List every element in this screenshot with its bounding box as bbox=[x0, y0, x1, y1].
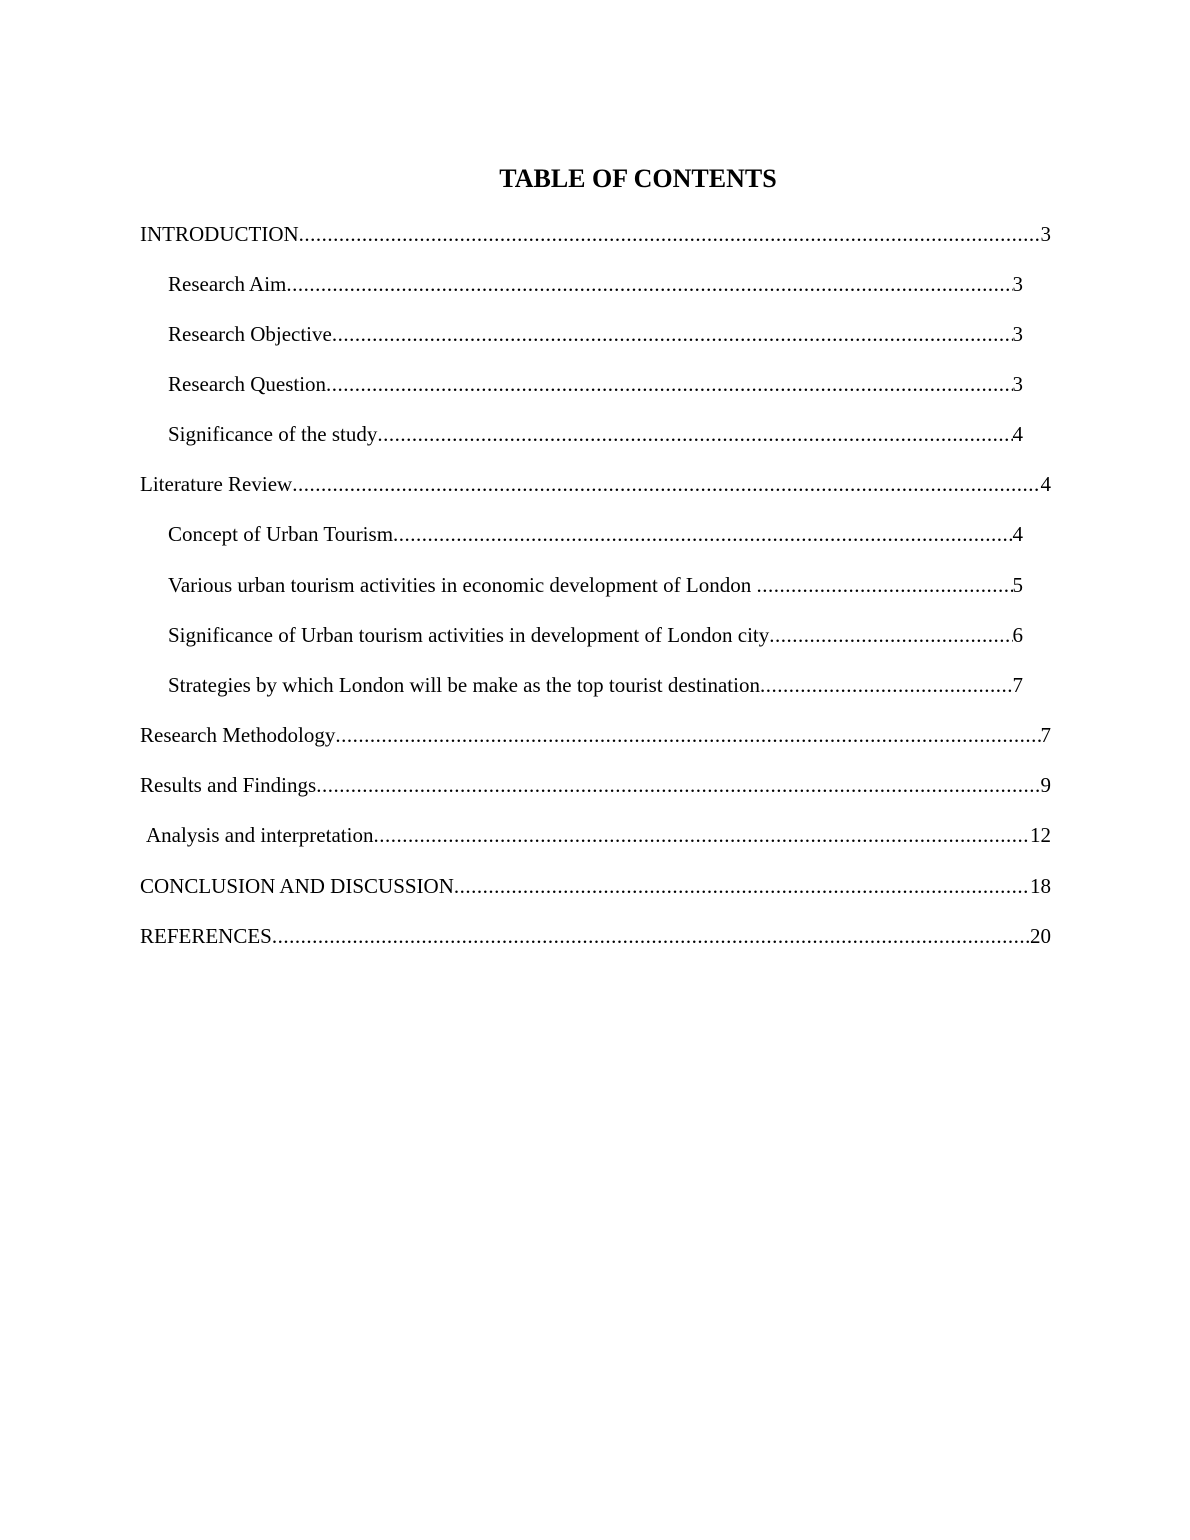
toc-dot-leader bbox=[373, 820, 1030, 850]
toc-page-number: 12 bbox=[1030, 823, 1051, 847]
toc-entry-label: Literature Review bbox=[140, 472, 293, 496]
toc-entry-research-methodology[interactable] bbox=[140, 720, 1051, 750]
toc-dot-leader bbox=[769, 620, 1012, 650]
toc-dot-leader bbox=[292, 469, 1040, 499]
toc-page-number: 3 bbox=[1012, 372, 1023, 396]
toc-dot-leader bbox=[377, 419, 1012, 449]
toc-dot-leader bbox=[756, 570, 1012, 600]
toc-page-number: 3 bbox=[1040, 222, 1051, 246]
toc-dot-leader bbox=[454, 871, 1030, 901]
toc-entry-label: INTRODUCTION bbox=[140, 222, 299, 246]
toc-entry-label: Analysis and interpretation bbox=[146, 823, 374, 847]
toc-entry-label: Concept of Urban Tourism bbox=[168, 522, 394, 546]
toc-entry-label: Significance of the study bbox=[168, 422, 378, 446]
toc-entry-research-objective[interactable] bbox=[168, 319, 1023, 349]
toc-page-number: 6 bbox=[1012, 623, 1023, 647]
toc-entry-concept-urban-tourism[interactable] bbox=[168, 519, 1023, 549]
toc-dot-leader bbox=[299, 219, 1041, 249]
toc-page-number: 7 bbox=[1040, 723, 1051, 747]
toc-dot-leader bbox=[316, 770, 1040, 800]
toc-entry-label: Various urban tourism activities in economic development of London bbox=[168, 573, 757, 597]
toc-dot-leader bbox=[393, 519, 1012, 549]
toc-page-number: 9 bbox=[1040, 773, 1051, 797]
toc-dot-leader bbox=[272, 921, 1030, 951]
toc-dot-leader bbox=[335, 720, 1040, 750]
toc-page-number: 4 bbox=[1040, 472, 1051, 496]
toc-entry-strategies[interactable] bbox=[168, 670, 1023, 700]
toc-page-number: 20 bbox=[1030, 924, 1051, 948]
toc-page-number: 18 bbox=[1030, 874, 1051, 898]
toc-dot-leader bbox=[326, 369, 1012, 399]
toc-entry-urban-tourism-activities[interactable] bbox=[168, 570, 1023, 600]
toc-entry-label: Results and Findings bbox=[140, 773, 317, 797]
toc-dot-leader bbox=[760, 670, 1013, 700]
toc-entry-research-question[interactable] bbox=[168, 369, 1023, 399]
toc-entry-label: Research Objective bbox=[168, 322, 332, 346]
toc-entry-label: Research Aim bbox=[168, 272, 287, 296]
toc-entry-analysis-interpretation[interactable] bbox=[146, 820, 1051, 850]
toc-entry-label: Research Methodology bbox=[140, 723, 336, 747]
toc-entry-conclusion-discussion[interactable] bbox=[140, 871, 1051, 901]
toc-page-number: 3 bbox=[1012, 272, 1023, 296]
toc-entry-research-aim[interactable] bbox=[168, 269, 1023, 299]
toc-dot-leader bbox=[332, 319, 1013, 349]
toc-page-number: 4 bbox=[1012, 522, 1023, 546]
page-title: TABLE OF CONTENTS bbox=[499, 164, 777, 193]
toc-entry-label: Strategies by which London will be make as the top tourist destination bbox=[168, 673, 760, 697]
toc-entry-introduction[interactable] bbox=[140, 219, 1051, 249]
toc-page-number: 3 bbox=[1012, 322, 1023, 346]
toc-entry-significance-urban-tourism[interactable] bbox=[168, 620, 1023, 650]
toc-entry-label: CONCLUSION AND DISCUSSION bbox=[140, 874, 454, 898]
toc-page-number: 4 bbox=[1012, 422, 1023, 446]
toc-page-number: 7 bbox=[1012, 673, 1023, 697]
toc-entry-label: Significance of Urban tourism activities in development of London city bbox=[168, 623, 770, 647]
toc-entry-results-findings[interactable] bbox=[140, 770, 1051, 800]
toc-dot-leader bbox=[286, 269, 1012, 299]
toc-entry-references[interactable] bbox=[140, 921, 1051, 951]
toc-entry-label: Research Question bbox=[168, 372, 327, 396]
toc-entry-literature-review[interactable] bbox=[140, 469, 1051, 499]
toc-page-number: 5 bbox=[1012, 573, 1023, 597]
toc-entry-label: REFERENCES bbox=[140, 924, 272, 948]
toc-entry-significance-of-study[interactable] bbox=[168, 419, 1023, 449]
